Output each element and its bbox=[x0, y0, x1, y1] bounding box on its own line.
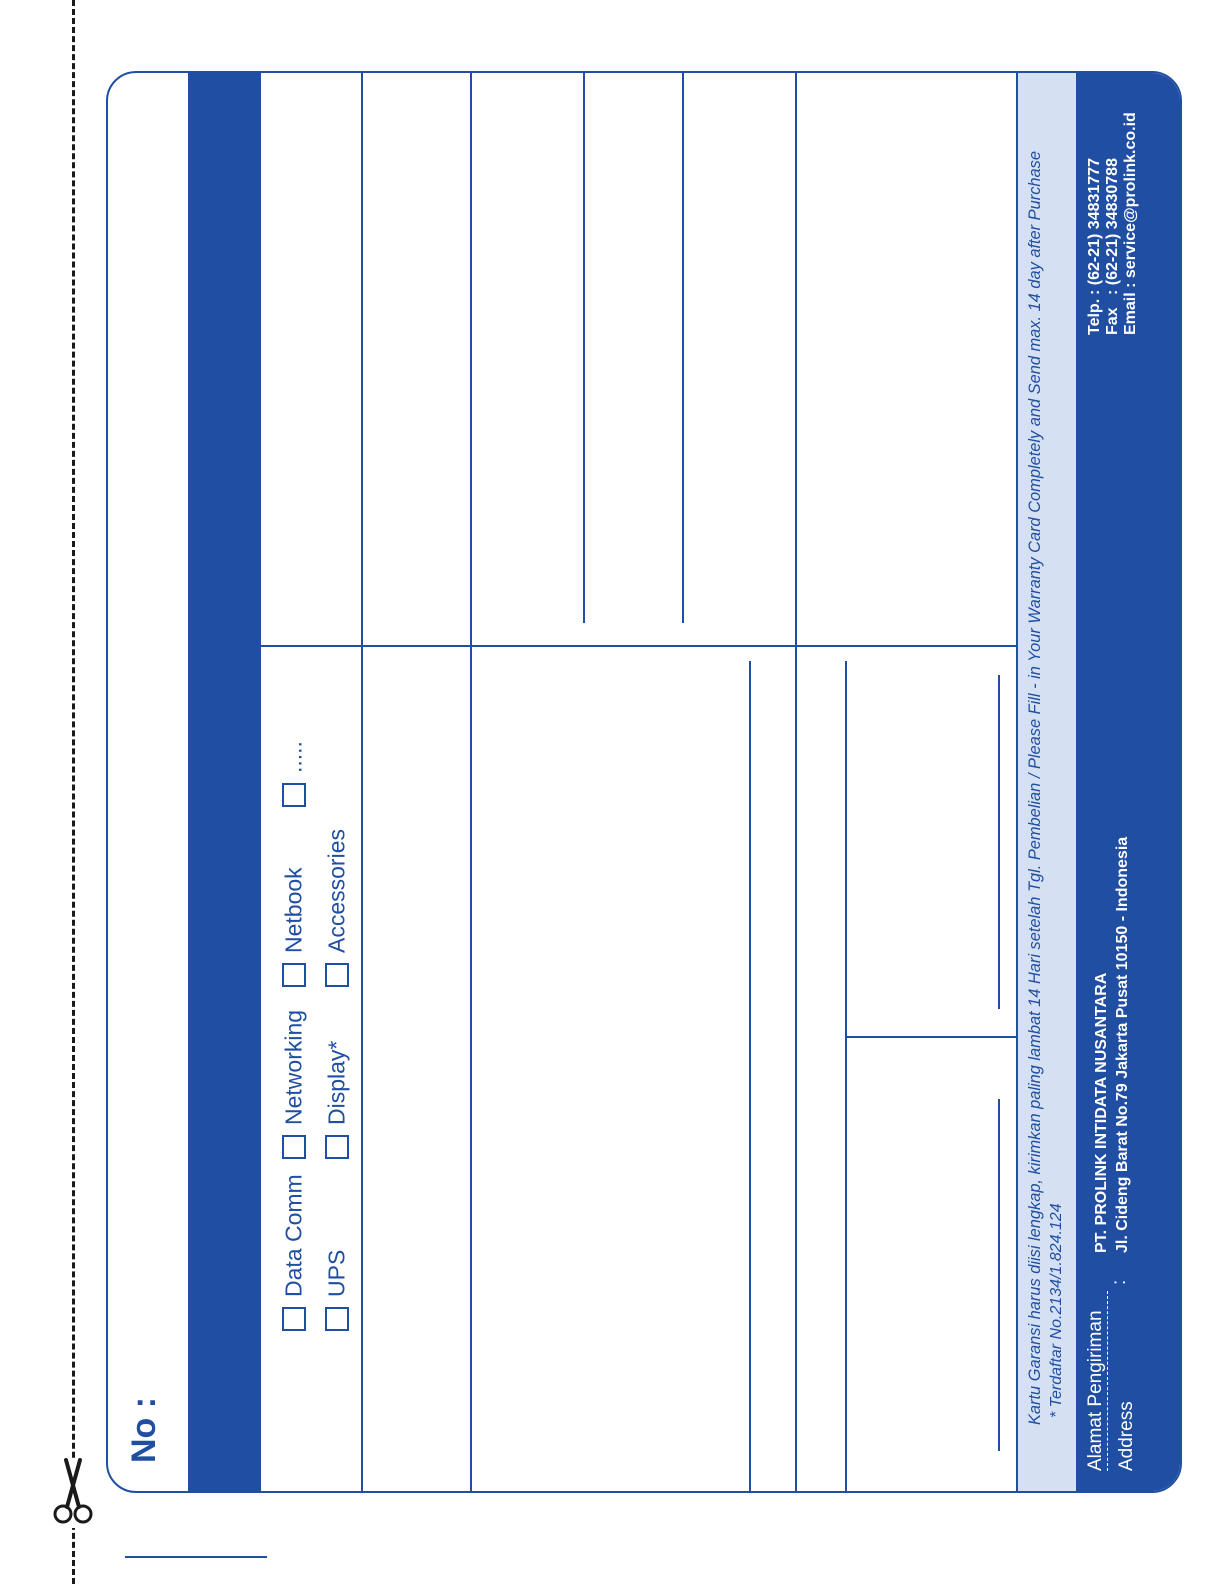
scissors-icon bbox=[50, 1458, 96, 1528]
column-rule-4 bbox=[1016, 73, 1018, 1493]
column-rule-8 bbox=[845, 661, 847, 1493]
category-other[interactable] bbox=[279, 741, 307, 807]
category-label: ..... bbox=[280, 741, 307, 773]
header-band bbox=[188, 73, 261, 1493]
row-rule-sub bbox=[847, 1036, 1018, 1038]
checkbox-other[interactable] bbox=[282, 783, 306, 807]
category-label: Accessories bbox=[323, 829, 350, 953]
checkbox-display[interactable] bbox=[325, 1135, 349, 1159]
column-rule-3 bbox=[795, 73, 797, 1493]
phone-label: Telp. bbox=[1086, 298, 1103, 335]
category-label: UPS bbox=[323, 1249, 350, 1297]
category-label: Data Comm bbox=[280, 1174, 307, 1297]
row-rule-main bbox=[261, 645, 1018, 647]
column-rule-6 bbox=[682, 73, 684, 623]
checkbox-accessories[interactable] bbox=[325, 963, 349, 987]
checkbox-networking[interactable] bbox=[282, 1135, 306, 1159]
contact-fax bbox=[1104, 158, 1122, 335]
registration-number: * Terdaftar No.2134/1.824.124 bbox=[1048, 1203, 1065, 1418]
column-rule-7 bbox=[749, 661, 751, 1493]
column-rule-5 bbox=[583, 73, 585, 623]
category-label: Networking bbox=[280, 1009, 307, 1125]
shipping-label-colon: : bbox=[1109, 1279, 1130, 1285]
category-networking[interactable] bbox=[279, 1010, 307, 1159]
category-ups[interactable] bbox=[322, 1250, 350, 1331]
phone-value: : (62-21) 34831777 bbox=[1086, 158, 1103, 295]
form-number-label: No : bbox=[125, 1396, 163, 1463]
bottom-rule bbox=[125, 1556, 267, 1558]
category-accessories[interactable] bbox=[322, 829, 350, 987]
contact-email[interactable]: Email : service@prolink.co.id bbox=[1122, 112, 1139, 335]
warranty-card bbox=[106, 71, 1182, 1493]
category-display[interactable] bbox=[322, 1041, 350, 1159]
column-rule-2 bbox=[470, 73, 472, 1493]
cut-line bbox=[72, 0, 75, 1584]
field-line-2 bbox=[998, 1099, 1000, 1451]
shipping-label-en: Address bbox=[1116, 1401, 1137, 1471]
company-name: PT. PROLINK INTIDATA NUSANTARA bbox=[1093, 972, 1110, 1253]
contact-phone bbox=[1086, 158, 1104, 335]
checkbox-ups[interactable] bbox=[325, 1307, 349, 1331]
notice-text: Kartu Garansi harus diisi lengkap, kirimkan paling lambat 14 Hari setelah Tgl. Pembelian / Please Fill - in Your Warranty Card Completely and Send max. 14 day after Purchase bbox=[1026, 151, 1044, 1425]
category-label: Display* bbox=[323, 1040, 350, 1125]
shipping-label-id: Alamat Pengiriman bbox=[1085, 1291, 1108, 1471]
company-address: Jl. Cideng Barat No.79 Jakarta Pusat 10150 - Indonesia bbox=[1114, 836, 1131, 1253]
fax-value: : (62-21) 34830788 bbox=[1104, 158, 1121, 295]
field-line-1 bbox=[998, 675, 1000, 1009]
category-label: Netbook bbox=[280, 867, 307, 953]
checkbox-netbook[interactable] bbox=[282, 963, 306, 987]
fax-label: Fax bbox=[1104, 307, 1121, 335]
checkbox-data-comm[interactable] bbox=[282, 1307, 306, 1331]
column-rule-1 bbox=[361, 73, 363, 1493]
category-data-comm[interactable] bbox=[279, 1174, 307, 1331]
category-netbook[interactable] bbox=[279, 867, 307, 987]
